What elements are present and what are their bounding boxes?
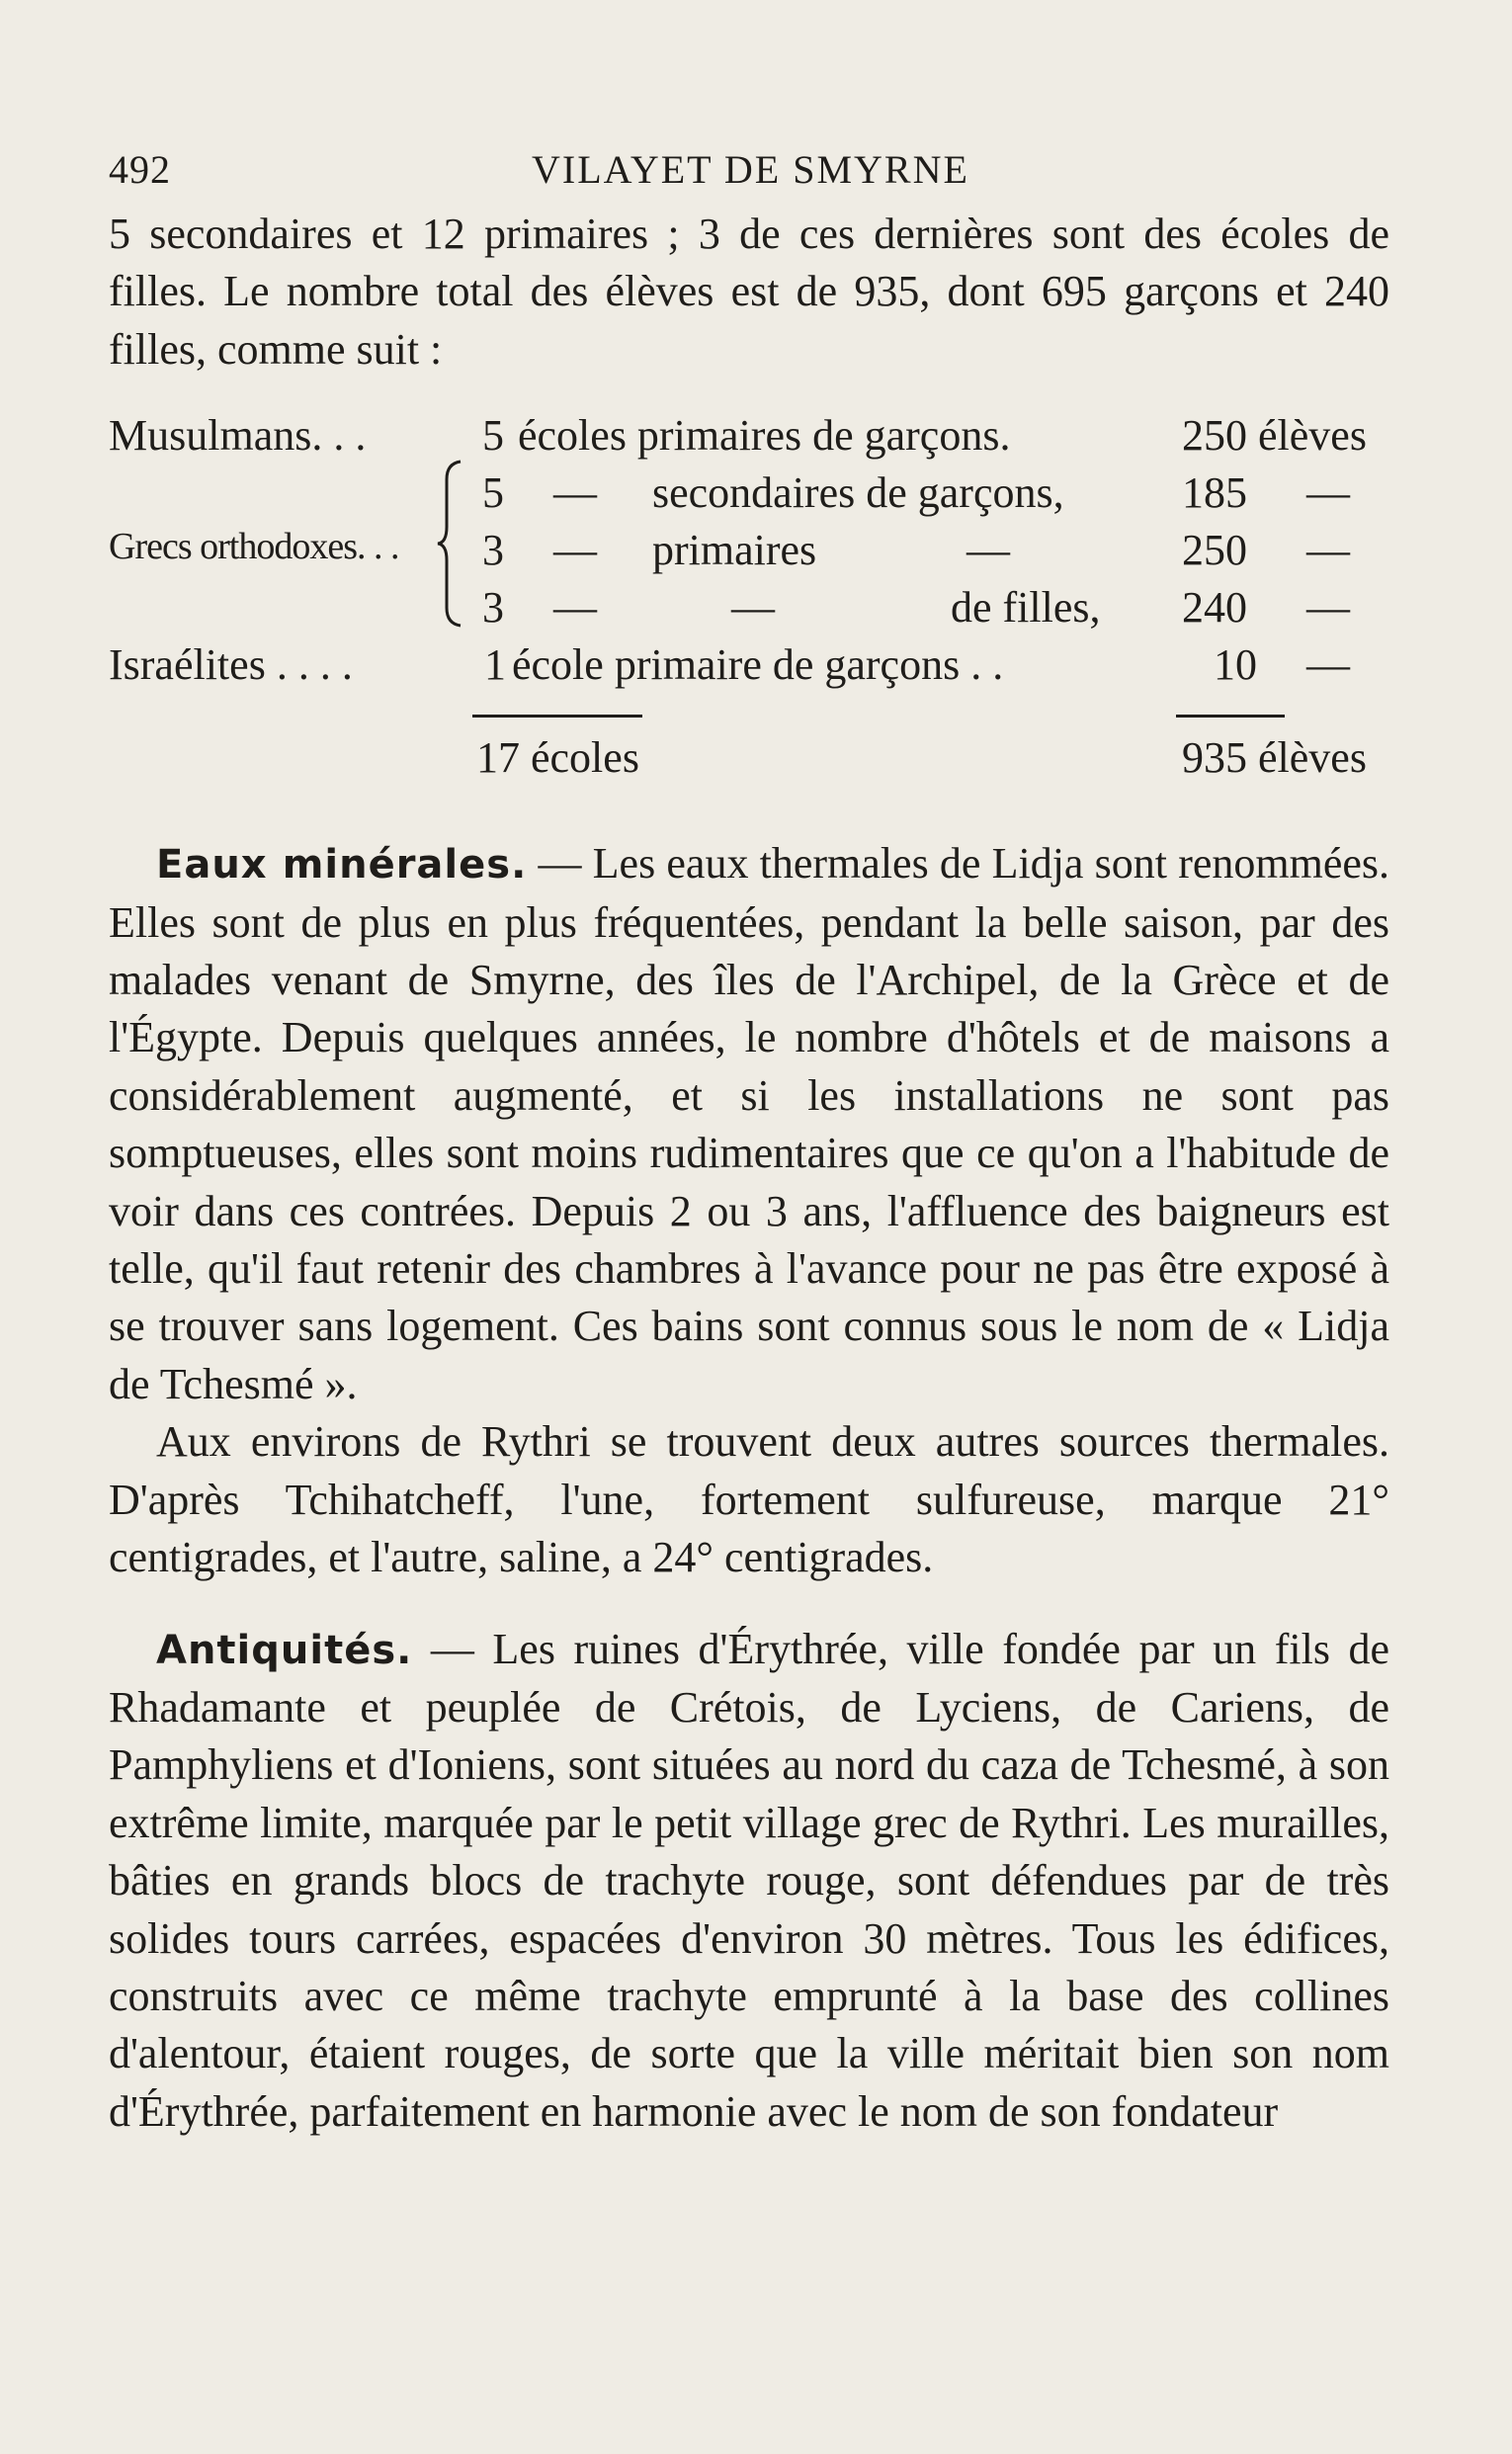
school-type: primaires — [652, 526, 817, 575]
ditto-dash: — — [553, 526, 597, 575]
running-title: VILAYET DE SMYRNE — [532, 147, 969, 192]
ditto-dash: — — [966, 526, 1010, 575]
school-count: 1 — [484, 640, 506, 690]
running-head — [109, 146, 1389, 206]
community-israelites: Israélites . . . . — [109, 640, 353, 690]
school-count: 5 — [482, 411, 504, 461]
school-count: 3 — [482, 583, 504, 633]
section-heading: Antiquités. — [156, 1627, 413, 1673]
student-count: 240 — [1182, 583, 1247, 633]
school-count: 5 — [482, 468, 504, 518]
page-number: 492 — [109, 147, 171, 192]
school-type: secondaires de garçons, — [652, 468, 1064, 518]
section-text: — Les ruines d'Érythrée, ville fondée par un fils de Rhadamante et peuplée de Crétois, de Lyciens, de Cariens, de Pamphyliens et d'Ioniens, sont situées au nord du caza de Tchesmé, à son extrême limite, marquée par le petit village grec de Rythri. Les murailles, bâties en grands blocs de trachyte rouge, sont défendues par de très solides tours carrées, espacées d'environ 30 mètres. Tous les édifices, construits avec ce même trachyte emprunté à la base des collines d'alentour, étaient rouges, de sorte que la ville méritait bien son nom d'Érythrée, parfaitement en harmonie avec le nom de son fondateur — [109, 1624, 1390, 2136]
section-paragraph: Aux environs de Rythri se trouvent deux autres sources thermales. D'après Tchihatcheff, l'une, fortement sulfureuse, marque 21° centigrades, et l'autre, saline, a 24° centigrades. — [109, 1417, 1389, 1582]
student-count: 10 — [1214, 640, 1257, 690]
ditto-dash: — — [553, 583, 597, 633]
community-musulmans: Musulmans. . . — [109, 411, 367, 461]
section-heading: Eaux minérales. — [156, 842, 528, 889]
student-count: 250 élèves — [1182, 411, 1367, 461]
community-grecs-orthodoxes: Grecs orthodoxes. . . — [109, 526, 399, 568]
total-schools: 17 écoles — [476, 733, 639, 783]
student-count: 250 — [1182, 526, 1247, 575]
total-students: 935 élèves — [1182, 733, 1367, 783]
section-eaux-minerales — [109, 835, 1389, 1586]
section-paragraph — [109, 835, 1389, 1413]
school-statistics-table — [109, 400, 1389, 788]
ditto-dash: — — [1306, 468, 1350, 518]
book-page — [109, 146, 1389, 2141]
ditto-dash: — — [1306, 526, 1350, 575]
brace-grecs-orthodoxes — [435, 460, 464, 628]
ditto-dash: — — [553, 468, 597, 518]
school-type: écoles primaires de garçons. — [518, 411, 1011, 461]
intro-paragraph: 5 secondaires et 12 primaires ; 3 de ces dernières sont des écoles de filles. Le nombre total des élèves est de 935, dont 695 garçons et 240 filles, comme suit : — [109, 210, 1389, 374]
student-count: 185 — [1182, 468, 1247, 518]
ditto-dash: — — [731, 583, 775, 633]
total-rule-students — [1176, 715, 1285, 718]
ditto-dash: — — [1306, 640, 1350, 690]
school-type: école primaire de garçons . . — [512, 640, 1004, 690]
section-antiquites — [109, 1621, 1389, 2142]
total-rule-schools — [472, 715, 642, 718]
ditto-dash: — — [1306, 583, 1350, 633]
section-text: — Les eaux thermales de Lidja sont renommées. Elles sont de plus en plus fréquentées, pendant la belle saison, par des malades venant de Smyrne, des îles de l'Archipel, de la Grèce et de l'Égypte. Depuis quelques années, le nombre d'hôtels et de maisons a considérablement augmenté, et si les installations ne sont pas somptueuses, elles sont moins rudimentaires que ce qu'on a l'habitude de voir dans ces contrées. Depuis 2 ou 3 ans, l'affluence des baigneurs est telle, qu'il faut retenir des chambres à l'avance pour ne pas être exposé à se trouver sans logement. Ces bains sont connus sous le nom de « Lidja de Tchesmé ». — [109, 839, 1390, 1408]
section-paragraph — [109, 1621, 1389, 2142]
school-type: de filles, — [951, 583, 1101, 633]
school-count: 3 — [482, 526, 504, 575]
